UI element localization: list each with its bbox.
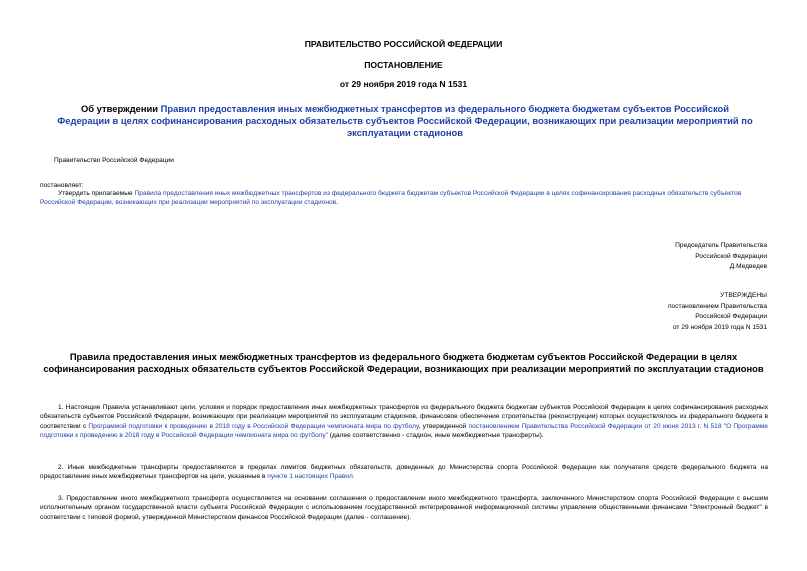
paragraph-2 (40, 463, 768, 482)
title-link[interactable]: Правил предоставления иных межбюджетных трансфертов из федерального бюджета бюджетам субъектов Российской Федерации в целях софинансирования расходных обязательств субъектов Российской Федерации, возникающих при реализации мероприятий по эксплуатации стадионов (57, 103, 753, 138)
header-document-type: ПОСТАНОВЛЕНИЕ (364, 60, 443, 70)
p2-link-point1[interactable]: пункте 1 настоящих Правил (267, 473, 353, 481)
signature-block (675, 241, 767, 273)
approved-line3: Российской Федерации (695, 313, 767, 321)
paragraph-3 (40, 494, 768, 522)
header-date: от 29 ноября 2019 года N 1531 (339, 79, 468, 89)
signature-line3: Д.Медведев (729, 263, 767, 270)
p3-text: 3. Предоставление иного межбюджетного трансферта осуществляется на основании соглашения о предоставлении иного межбюджетного трансферта, заключенного Министерством спорта Российской Федерации с высшим исполнительным органом государственной власти субъекта Российской Федерации с использованием государственной интегрированной информационной системы управления общественными финансами "Электронный бюджет" в соответствии с типовой формой, утвержденной Министерством финансов Российской Федерации (далее - соглашение). (40, 495, 768, 521)
p1-text-b: , утвержденной (418, 422, 469, 430)
approve-suffix: . (336, 199, 339, 207)
approve-prefix: Утвердить прилагаемые (58, 190, 135, 197)
intro-approve (40, 189, 768, 207)
intro-org: Правительство Российской Федерации (54, 157, 174, 164)
document-title (55, 103, 755, 139)
approved-block (668, 291, 767, 334)
p2-text-a: 2. Иные межбюджетные трансферты предоставляются в пределах лимитов бюджетных обязательств, доведенных до Министерства спорта Российской Федерации как получателя средств федерального бюджета на предоставление иных межбюджетных трансфертов на цели, указанные в (40, 464, 768, 481)
signature-line1: Председатель Правительства (675, 242, 767, 249)
approved-line4: от 29 ноября 2019 года N 1531 (672, 324, 767, 332)
p1-link-decree[interactable]: постановлением Правительства Российской Федерации от 20 июня 2013 г. N 518 "О Программе подготовки к проведению в 2018 году в Российской Федерации чемпионата мира по футболу" (40, 422, 768, 439)
title-prefix: Об утверждении (80, 103, 161, 114)
intro-decides: постановляет: (40, 182, 84, 189)
p1-link-program[interactable]: Программой подготовки к проведению в 2018 году в Российской Федерации чемпионата мира по футболу (88, 422, 419, 430)
approve-link[interactable]: Правила предоставления иных межбюджетных трансфертов из федерального бюджета бюджетам субъектов Российской Федерации в целях софинансирования расходных обязательств субъектов Российской Федерации, возникающих при реализации мероприятий по эксплуатации стадионов (40, 190, 742, 207)
rules-title: Правила предоставления иных межбюджетных трансфертов из федерального бюджета бюджетам субъектов Российской Федерации в целях софинансирования расходных обязательств субъектов Российской Федерации, возникающих при реализации мероприятий по эксплуатации стадионов (43, 351, 764, 374)
p1-text-c: (далее соответственно - стадион, иные межбюджетные трансферты). (327, 431, 544, 439)
header-government: ПРАВИТЕЛЬСТВО РОССИЙСКОЙ ФЕДЕРАЦИИ (304, 39, 503, 49)
approved-line2: постановлением Правительства (667, 302, 767, 310)
signature-line2: Российской Федерации (695, 252, 767, 260)
p1-text-a: 1. Настоящие Правила устанавливают цели, условия и порядок предоставления иных межбюджетных трансфертов из федерального бюджета бюджетам субъектов Российской Федерации в целях софинансирования расходных обязательств субъектов Российской Федерации, возникающих при реализации мероприятий по эксплуатации стадионов, финансовое обеспечение строительства (реконструкции) которых осуществлялось из федерального бюджета в соответствии с (40, 404, 768, 430)
p2-text-b: . (352, 473, 355, 481)
approved-line1: УТВЕРЖДЕНЫ (720, 292, 767, 299)
paragraph-1 (40, 403, 768, 440)
